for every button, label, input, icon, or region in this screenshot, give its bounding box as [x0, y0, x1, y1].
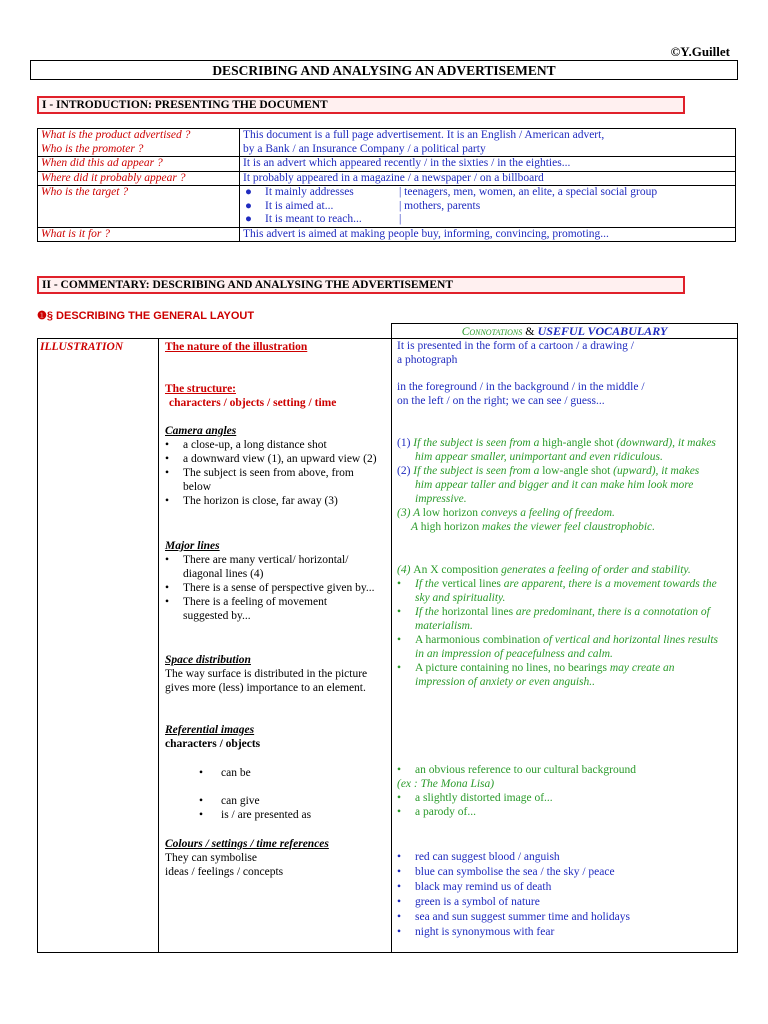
table-row	[38, 171, 736, 186]
structure-text-2: on the left / on the right; we can see / guess...	[397, 395, 605, 407]
bullet-icon: •	[397, 911, 402, 923]
bullet-icon: •	[199, 809, 204, 821]
table-row	[38, 157, 736, 172]
list-item: • The horizon is close, far away (3)	[165, 495, 338, 507]
answer-when: It is an advert which appeared recently / in the sixties / in the eighties...	[240, 157, 736, 172]
camera-angles-notes	[397, 436, 719, 534]
question-purpose: What is it for ?	[38, 227, 240, 242]
note-high-horizon: A high horizon makes the viewer feel claustrophobic.	[411, 521, 656, 533]
bullet-icon: ●	[245, 213, 252, 225]
list-item: • A harmonious combination of vertical and horizontal lines results in an impression of peacefulness and calm.	[397, 634, 719, 660]
bullet-icon: •	[397, 792, 402, 804]
bullet-icon: •	[397, 806, 402, 818]
bullet-icon: •	[397, 662, 402, 674]
bullet-icon: •	[397, 896, 402, 908]
column-divider	[391, 338, 392, 953]
major-lines-list	[165, 553, 387, 623]
list-item: • There are many vertical/ horizontal/ diagonal lines (4)	[165, 554, 349, 580]
question-when: When did this ad appear ?	[38, 157, 240, 172]
author-credit: ©Y.Guillet	[670, 44, 730, 59]
column-divider	[158, 338, 159, 953]
note-x-composition: (4) An X composition generates a feeling of order and stability.	[397, 564, 691, 576]
connotations-header: Connotations & USEFUL VOCABULARY	[391, 323, 738, 338]
camera-angles-title: Camera angles	[165, 425, 237, 437]
list-item: • There is a sense of perspective given by...	[165, 582, 375, 594]
bullet-icon: •	[165, 596, 170, 608]
list-item: • sea and sun suggest summer time and holidays	[397, 911, 630, 923]
answer-cell	[240, 129, 736, 157]
colours-text-2: ideas / feelings / concepts	[165, 866, 284, 878]
list-item: • red can suggest blood / anguish	[397, 851, 560, 863]
list-item: • a parody of...	[397, 806, 476, 818]
connotations-label: Connotations	[461, 326, 523, 338]
space-distribution-text: The way surface is distributed in the picture gives more (less) importance to an element.	[165, 668, 368, 694]
bullet-icon: •	[397, 866, 402, 878]
target-item: ● It is aimed at... | mothers, parents	[245, 199, 481, 212]
list-item: • If the vertical lines are apparent, there is a movement towards the sky and spirituality.	[397, 578, 717, 604]
structure-text-1: in the foreground / in the background / in the middle /	[397, 381, 645, 393]
question-product: What is the product advertised ?	[41, 129, 191, 141]
list-item: • a downward view (1), an upward view (2)	[165, 453, 377, 465]
bullet-icon: •	[165, 495, 170, 507]
bullet-icon: •	[165, 453, 170, 465]
major-lines-notes	[397, 563, 719, 689]
question-promoter: Who is the promoter ?	[41, 142, 144, 155]
bullet-icon: •	[397, 881, 402, 893]
answer-purpose: This advert is aimed at making people buy, informing, convincing, promoting...	[240, 227, 736, 242]
answer-target	[240, 186, 736, 228]
answer-promoter: by a Bank / an Insurance Company / a political party	[243, 142, 486, 155]
target-item: ● It mainly addresses | teenagers, men, women, an elite, a special social group	[245, 186, 658, 198]
colours-text-1: They can symbolise	[165, 852, 257, 864]
bullet-icon: ●	[245, 199, 252, 212]
mona-lisa-example: (ex : The Mona Lisa)	[397, 778, 495, 790]
target-item: ● It is meant to reach... |	[245, 213, 402, 225]
list-item: • can be	[165, 766, 387, 780]
referential-images-list	[165, 766, 387, 822]
structure-subtitle: characters / objects / setting / time	[169, 397, 337, 409]
note-high-angle: (1) If the subject is seen from a high-angle shot (downward), it makes him appear smaller, unimportant and even ridiculous.	[397, 437, 716, 463]
structure-title: The structure:	[165, 383, 237, 395]
list-item: • a close-up, a long distance shot	[165, 439, 327, 451]
list-item: • If the horizontal lines are predominant, there is a connotation of materialism.	[397, 606, 710, 632]
document-title: DESCRIBING AND ANALYSING AN ADVERTISEMENT	[30, 60, 738, 80]
bullet-icon: •	[165, 467, 170, 479]
question-cell	[38, 129, 240, 157]
question-where: Where did it probably appear ?	[38, 171, 240, 186]
list-item: • an obvious reference to our cultural background	[397, 764, 636, 776]
table-row	[38, 227, 736, 242]
subsection-heading-layout: ❶§ DESCRIBING THE GENERAL LAYOUT	[37, 310, 255, 322]
list-item: • A picture containing no lines, no bearings may create an impression of anxiety or even anguish..	[397, 662, 675, 688]
bullet-icon: •	[397, 634, 402, 646]
colour-symbol-list	[397, 850, 719, 940]
colours-title: Colours / settings / time references	[165, 838, 329, 850]
bullet-icon: •	[165, 439, 170, 451]
bullet-icon: •	[397, 764, 402, 776]
table-row	[38, 129, 736, 157]
bullet-icon: •	[397, 851, 402, 863]
space-distribution-title: Space distribution	[165, 654, 251, 666]
list-item: • night is synonymous with fear	[397, 926, 555, 938]
bullet-icon: •	[397, 926, 402, 938]
bullet-icon: •	[199, 767, 204, 779]
list-item: • is / are presented as	[165, 808, 387, 822]
list-item: • There is a feeling of movement suggested by...	[165, 596, 328, 622]
note-low-angle: (2) If the subject is seen from a low-angle shot (upward), it makes him appear taller and bigger and it can make him look more impressive.	[397, 465, 700, 505]
nature-text-1: It is presented in the form of a cartoon / a drawing /	[397, 340, 634, 352]
referential-images-subtitle: characters / objects	[165, 738, 261, 750]
major-lines-title: Major lines	[165, 540, 220, 552]
list-item: • green is a symbol of nature	[397, 896, 540, 908]
list-item: • can give	[165, 794, 387, 808]
answer-product: This document is a full page advertisement. It is an English / American advert,	[243, 129, 605, 141]
bullet-icon: •	[397, 578, 402, 590]
list-item: • blue can symbolise the sea / the sky / peace	[397, 866, 615, 878]
answer-where: It probably appeared in a magazine / a newspaper / on a billboard	[240, 171, 736, 186]
list-item: • black may remind us of death	[397, 881, 552, 893]
table-row	[38, 186, 736, 228]
referential-images-notes	[397, 763, 719, 819]
nature-title: The nature of the illustration	[165, 341, 308, 353]
illustration-label: ILLUSTRATION	[40, 341, 124, 353]
note-low-horizon: (3) A low horizon conveys a feeling of freedom.	[397, 507, 615, 519]
section-heading-introduction: I - INTRODUCTION: PRESENTING THE DOCUMENT	[37, 96, 685, 114]
nature-text-2: a photograph	[397, 354, 458, 366]
list-item: • a slightly distorted image of...	[397, 792, 553, 804]
bullet-icon: •	[397, 606, 402, 618]
bullet-icon: ●	[245, 186, 252, 198]
introduction-table	[37, 128, 736, 242]
bullet-icon: •	[165, 582, 170, 594]
referential-images-title: Referential images	[165, 724, 255, 736]
useful-vocabulary-label: USEFUL VOCABULARY	[537, 324, 668, 338]
camera-angles-list	[165, 438, 387, 508]
question-target: Who is the target ?	[38, 186, 240, 228]
section-heading-commentary: II - COMMENTARY: DESCRIBING AND ANALYSING THE ADVERTISEMENT	[37, 276, 685, 294]
bullet-icon: •	[199, 795, 204, 807]
bullet-icon: •	[165, 554, 170, 566]
list-item: • The subject is seen from above, from below	[165, 467, 354, 493]
